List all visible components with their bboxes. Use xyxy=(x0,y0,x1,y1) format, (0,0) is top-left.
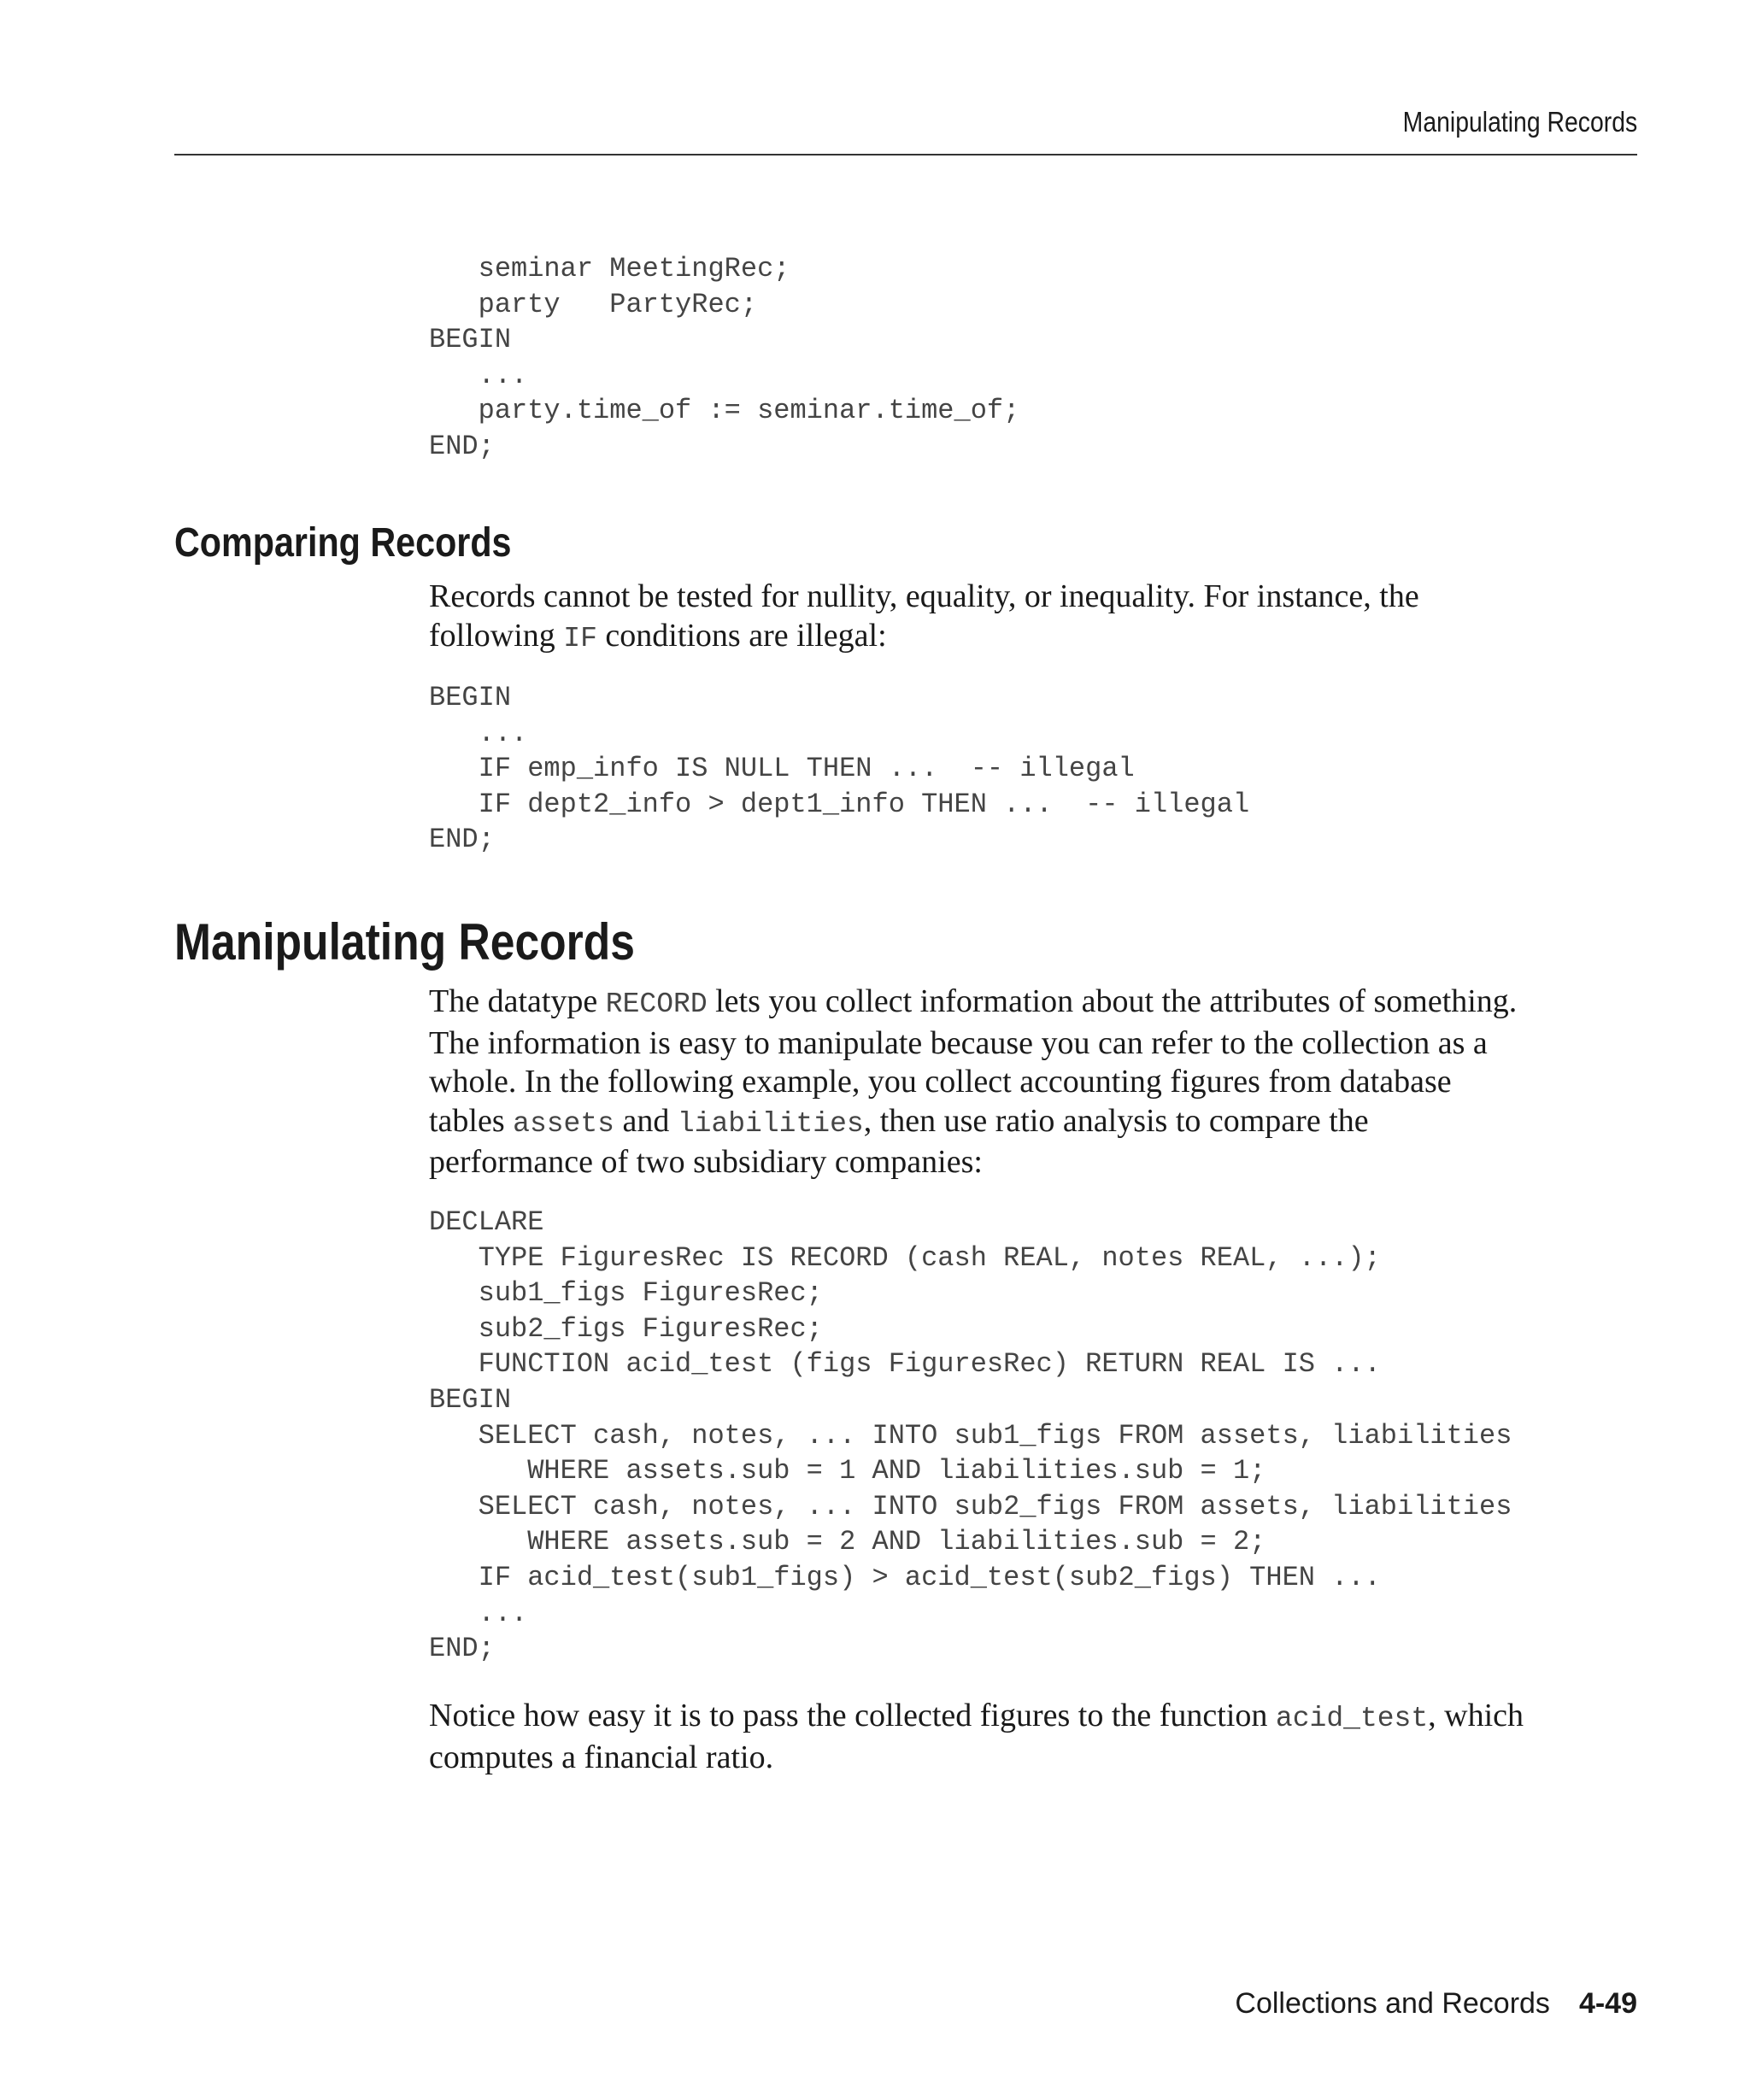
code-line: SELECT cash, notes, ... INTO sub1_figs FROM assets, liabilities xyxy=(429,1419,1512,1452)
code-block-illegal-conditions xyxy=(429,680,1249,858)
text-run: Notice how easy it is to pass the collected figures to the function xyxy=(429,1698,1276,1733)
code-line: END; xyxy=(429,1633,495,1665)
page-number: 4-49 xyxy=(1578,1987,1637,2020)
text-run: following xyxy=(429,617,564,654)
code-line: BEGIN xyxy=(429,1383,512,1416)
code-line: ... xyxy=(429,359,528,391)
text-line xyxy=(429,1102,1642,1144)
text-line xyxy=(429,617,1642,659)
code-line: IF dept2_info > dept1_info THEN ... -- illegal xyxy=(429,788,1250,820)
code-line: party PartyRec; xyxy=(429,288,758,320)
text-line: whole. In the following example, you collect accounting figures from database xyxy=(429,1064,1452,1100)
code-line: TYPE FiguresRec IS RECORD (cash REAL, notes REAL, ...); xyxy=(429,1241,1381,1274)
text-run: tables xyxy=(429,1102,514,1139)
text-run: lets you collect information about the attributes of something. xyxy=(707,983,1518,1019)
page-footer xyxy=(1235,1987,1637,2021)
code-line: BEGIN xyxy=(429,324,512,356)
text-line xyxy=(429,983,1642,1024)
text-line: computes a financial ratio. xyxy=(429,1739,774,1775)
code-line: ... xyxy=(429,717,528,749)
text-run: , then use ratio analysis to compare the xyxy=(863,1102,1369,1139)
code-line: sub1_figs FiguresRec; xyxy=(429,1277,823,1310)
inline-code: IF xyxy=(563,622,597,654)
inline-code: assets xyxy=(513,1107,614,1140)
code-line: WHERE assets.sub = 2 AND liabilities.sub = 2; xyxy=(429,1526,1266,1558)
code-line: seminar MeetingRec; xyxy=(429,253,790,284)
code-line: BEGIN xyxy=(429,682,512,713)
inline-code: acid_test xyxy=(1275,1703,1429,1734)
inline-code: RECORD xyxy=(605,988,708,1020)
code-line: ... xyxy=(429,1597,528,1629)
text-line: The information is easy to manipulate because you can refer to the collection as a xyxy=(429,1024,1488,1061)
text-line: performance of two subsidiary companies: xyxy=(429,1144,983,1180)
code-line: IF acid_test(sub1_figs) > acid_test(sub2_figs) THEN ... xyxy=(429,1561,1381,1593)
code-block-record-assignment xyxy=(429,251,1019,465)
code-line: sub2_figs FiguresRec; xyxy=(429,1312,823,1345)
text-run: , which xyxy=(1428,1698,1524,1733)
code-line: END; xyxy=(429,430,495,462)
code-line: DECLARE xyxy=(429,1206,544,1238)
code-line: party.time_of := seminar.time_of; xyxy=(429,395,1020,427)
inline-code: liabilities xyxy=(677,1107,864,1140)
text-run: The datatype xyxy=(429,983,606,1019)
paragraph-acid-test-note xyxy=(429,1697,1642,1777)
code-line: SELECT cash, notes, ... INTO sub2_figs FROM assets, liabilities xyxy=(429,1490,1512,1522)
running-header: Manipulating Records xyxy=(1402,106,1637,138)
code-line: END; xyxy=(429,824,495,856)
text-run: and xyxy=(614,1102,678,1139)
text-line xyxy=(429,1697,1642,1739)
text-line: Records cannot be tested for nullity, equality, or inequality. For instance, the xyxy=(429,578,1419,614)
text-run: conditions are illegal: xyxy=(596,617,887,654)
code-line: FUNCTION acid_test (figs FiguresRec) RETURN REAL IS ... xyxy=(429,1348,1381,1381)
code-block-figures-record xyxy=(429,1205,1512,1667)
section-heading-comparing-records: Comparing Records xyxy=(174,520,512,566)
code-line: WHERE assets.sub = 1 AND liabilities.sub = 1; xyxy=(429,1455,1266,1487)
paragraph-record-datatype xyxy=(429,983,1642,1182)
section-heading-manipulating-records: Manipulating Records xyxy=(174,913,635,971)
paragraph-comparing-records xyxy=(429,578,1642,658)
header-rule xyxy=(174,154,1637,155)
footer-chapter-title: Collections and Records xyxy=(1235,1987,1550,2020)
code-line: IF emp_info IS NULL THEN ... -- illegal xyxy=(429,753,1135,785)
